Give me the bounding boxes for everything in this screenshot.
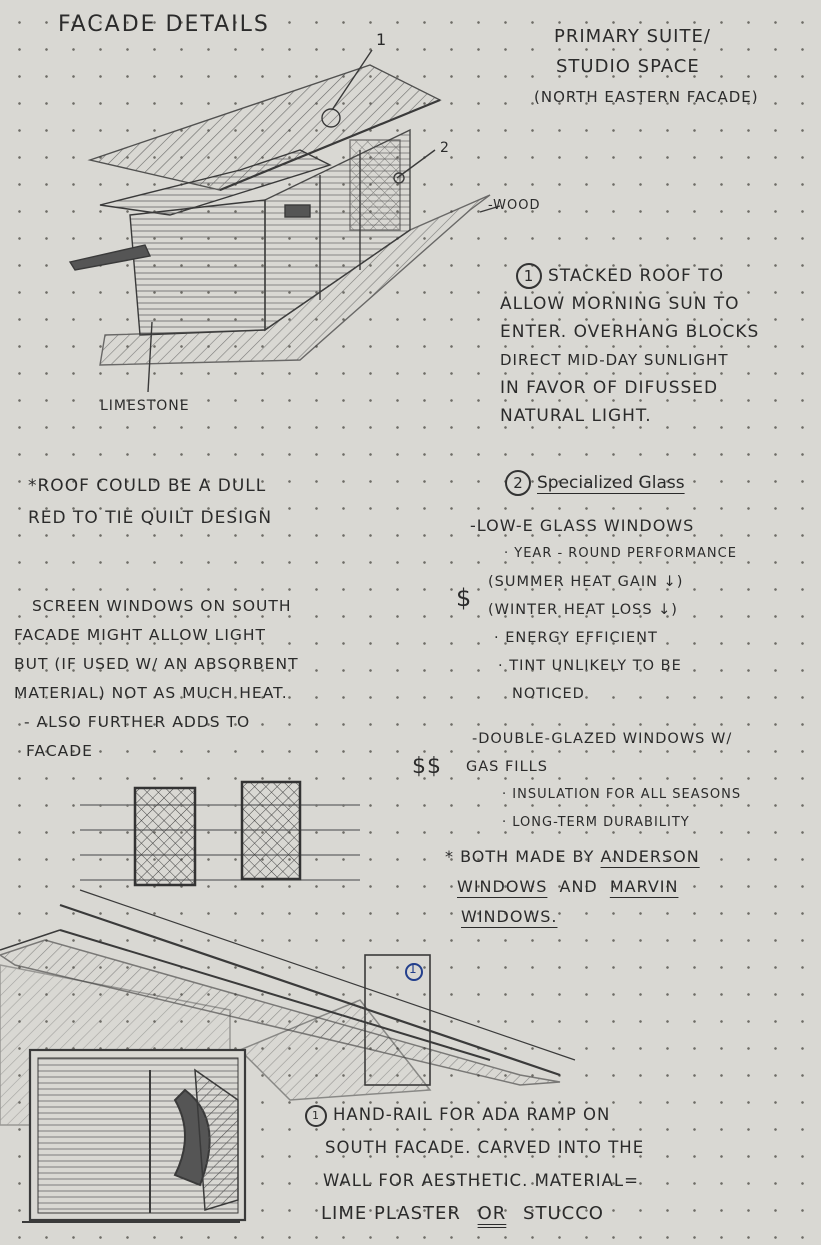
screen-line-3: BUT (IF USED W/ AN ABSORBENT — [14, 655, 299, 673]
stacked-roof-line-6: NATURAL LIGHT. — [500, 406, 652, 426]
and-text: AND — [559, 877, 598, 896]
stacked-roof-line-4: DIRECT MID-DAY SUNLIGHT — [500, 351, 729, 369]
screen-line-2: FACADE MIGHT ALLOW LIGHT — [14, 626, 267, 644]
stacked-roof-line-5: IN FAVOR OF DIFUSSED — [500, 378, 719, 398]
low-e-line-5: · TINT UNLIKELY TO BE — [498, 658, 682, 674]
makers-prefix: * BOTH MADE BY — [445, 847, 595, 866]
double-price: $$ — [412, 754, 442, 779]
double-line-2: · LONG-TERM DURABILITY — [502, 815, 690, 830]
note-number-handrail: 1 — [305, 1105, 327, 1127]
double-title-1: -DOUBLE-GLAZED WINDOWS W/ — [472, 731, 733, 747]
heading-right — [534, 22, 759, 112]
low-e-title: -LOW-E GLASS WINDOWS — [470, 516, 695, 535]
handrail-line-1: HAND-RAIL FOR ADA RAMP ON — [333, 1105, 611, 1124]
windows-text-2: WINDOWS. — [461, 907, 558, 926]
stacked-roof-line-2: ALLOW MORNING SUN TO — [500, 294, 740, 314]
heading-line-1: PRIMARY SUITE/ — [554, 26, 711, 47]
double-glazed-block — [466, 725, 742, 837]
wood-label: -WOOD — [488, 198, 541, 213]
glass-heading-text: Specialized Glass — [537, 473, 685, 493]
ramp-callout-label: 1 — [409, 962, 418, 976]
low-e-line-2: (SUMMER HEAT GAIN ↓) — [488, 574, 684, 590]
handrail-line-3: WALL FOR AESTHETIC. MATERIAL= — [323, 1171, 639, 1190]
stacked-roof-line-1: STACKED ROOF TO — [548, 266, 724, 286]
marvin-text: MARVIN — [609, 877, 679, 896]
screen-windows-note — [14, 592, 299, 766]
roof-color-line-1: *ROOF COULD BE A DULL — [28, 476, 267, 496]
callout-1-label: 1 — [376, 30, 388, 49]
page-title: FACADE DETAILS — [58, 12, 270, 37]
limestone-label: LIMESTONE — [100, 398, 190, 414]
house-sketch — [70, 50, 500, 392]
roof-color-line-2: RED TO TIE QUILT DESIGN — [28, 508, 273, 528]
glass-heading — [505, 470, 685, 496]
callout-2-label: 2 — [440, 140, 450, 156]
makers-block — [445, 842, 700, 932]
stacked-roof-note — [500, 262, 759, 430]
note-number-1: 1 — [516, 263, 542, 289]
stacked-roof-line-3: ENTER. OVERHANG BLOCKS — [500, 322, 760, 342]
handrail-note — [305, 1098, 644, 1230]
screen-windows-sketch — [80, 782, 360, 885]
handrail-or: OR — [477, 1203, 507, 1224]
low-e-line-4: · ENERGY EFFICIENT — [494, 630, 658, 646]
low-e-line-3: (WINTER HEAT LOSS ↓) — [488, 602, 678, 618]
low-e-line-1: · YEAR - ROUND PERFORMANCE — [504, 546, 737, 561]
low-e-line-6: NOTICED — [512, 686, 585, 702]
screen-line-6: FACADE — [26, 742, 93, 760]
handrail-line-2: SOUTH FACADE. CARVED INTO THE — [325, 1138, 645, 1157]
low-e-price: $ — [456, 584, 473, 612]
roof-color-note — [28, 470, 272, 534]
handrail-line-4: LIME PLASTER — [321, 1203, 461, 1224]
windows-text-1: WINDOWS — [457, 877, 548, 896]
screen-line-4: MATERIAL) NOT AS MUCH HEAT. — [14, 684, 288, 702]
double-title-2: GAS FILLS — [466, 759, 548, 775]
screen-line-1: SCREEN WINDOWS ON SOUTH — [32, 597, 292, 615]
heading-line-2: STUDIO SPACE — [556, 56, 700, 77]
anderson-text: ANDERSON — [600, 847, 700, 866]
note-number-2: 2 — [505, 470, 531, 496]
screen-line-5: - ALSO FURTHER ADDS TO — [24, 713, 251, 731]
low-e-block — [470, 512, 737, 708]
handrail-stucco: STUCCO — [523, 1203, 604, 1224]
double-line-1: · INSULATION FOR ALL SEASONS — [502, 787, 742, 802]
heading-line-3: (NORTH EASTERN FACADE) — [534, 88, 759, 106]
